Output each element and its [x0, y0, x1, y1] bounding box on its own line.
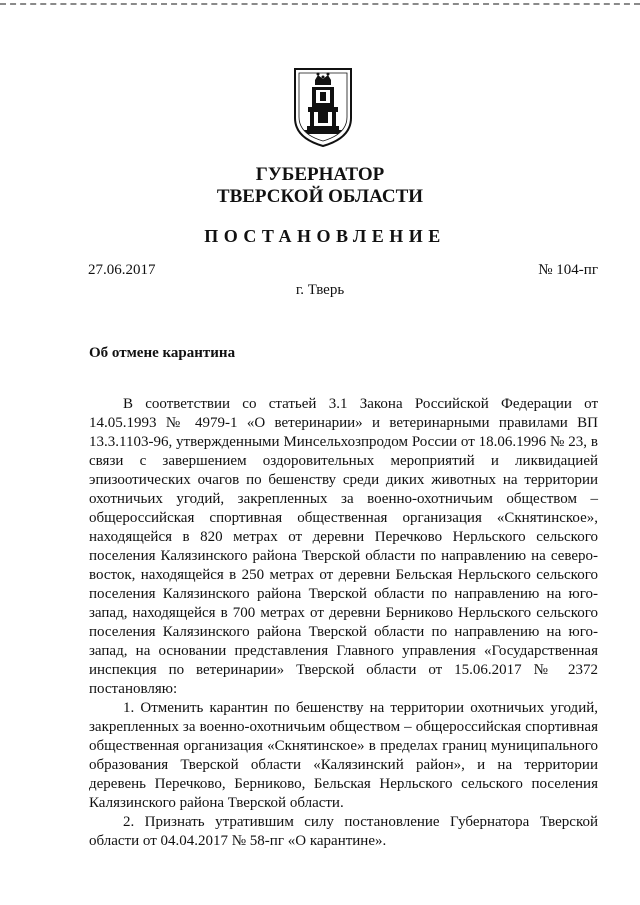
issuer-title-line1: ГУБЕРНАТОР: [255, 164, 385, 185]
document-number: № 104-пг: [538, 262, 598, 278]
document-body: [89, 395, 598, 851]
document-city: г. Тверь: [295, 282, 345, 298]
item-1-paragraph: 1. Отменить карантин по бешенству на территории охотничьих угодий, закрепленных за военно-охотничьим обществом – общероссийская спортивная общественная организация «Скнятинское» в пределах границ муниципального образования Тверской области «Калязинский район», и на территории деревень Перечково, Берниково, Бельская Нерльского сельского поселения Калязинского района Тверской области.: [89, 700, 598, 811]
item-2-paragraph: 2. Признать утратившим силу постановление Губернатора Тверской области от 04.04.2017 № 58-пг «О карантине».: [89, 814, 598, 849]
issuer-title-line2: ТВЕРСКОЙ ОБЛАСТИ: [216, 186, 424, 207]
preamble-paragraph: В соответствии со статьей 3.1 Закона Российской Федерации от 14.05.1993 № 4979-1 «О ветеринарии» и ветеринарными правилами ВП 13.3.1103-96, утвержденными Минсельхозпродом России от 18.06.1996 № 23, в связи с завершением оздоровительных мероприятий и ликвидацией эпизоотических очагов по бешенству среди диких животных на территории охотничьих угодий, закрепленных за военно-охотничьим обществом – общероссийская спортивная общественная организация «Скнятинское», находящейся в 820 метрах от деревни Перечково Нерльского сельского поселения Калязинского района Тверской области по направлению на северо-восток, находящейся в 250 метрах от деревни Бельская Нерльского сельского поселения Калязинского района Тверской области по направлению на юго-запад, находящейся в 700 метрах от деревни Берниково Нерльского сельского поселения Калязинского района Тверской области по направлению на юго-запад, на основании представления Главного управления «Государственная инспекция по ветеринарии» Тверской области от 15.06.2017 № 2372 постановляю:: [89, 396, 598, 697]
document-subject: Об отмене карантина: [89, 345, 236, 361]
scan-top-dashed-border: [0, 3, 640, 5]
document-type: ПОСТАНОВЛЕНИЕ: [204, 226, 446, 246]
document-date: 27.06.2017: [88, 262, 156, 278]
tver-coat-of-arms-icon: [292, 66, 354, 148]
